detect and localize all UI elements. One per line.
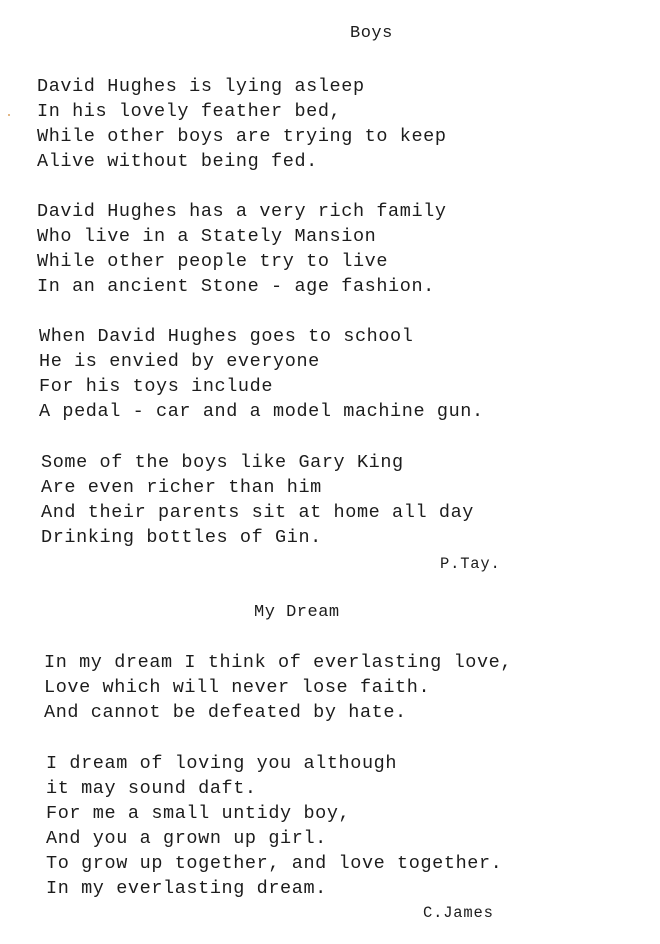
poem-line: He is envied by everyone [39,351,320,372]
poem-line: David Hughes has a very rich family [37,201,447,222]
poem-line: Who live in a Stately Mansion [37,226,377,247]
poem-line: I dream of loving you although [46,753,398,774]
ink-speck [8,114,10,116]
poem-line: While other boys are trying to keep [37,126,447,147]
poem-title-boys: Boys [350,24,393,43]
poem-line: it may sound daft. [46,778,257,799]
poem-author-my-dream: C.James [423,904,494,922]
poem-line: Love which will never lose faith. [44,677,431,698]
poem-line: And cannot be defeated by hate. [44,702,407,723]
poem-line: Drinking bottles of Gin. [41,527,322,548]
poem-line: In my everlasting dream. [46,878,327,899]
poem-line: In an ancient Stone - age fashion. [37,276,435,297]
poem-line: To grow up together, and love together. [46,853,503,874]
poem-title-my-dream: My Dream [254,603,340,622]
poem-line: For me a small untidy boy, [46,803,351,824]
poem-line: Are even richer than him [41,477,322,498]
poem-line: Alive without being fed. [37,151,318,172]
poem-line: A pedal - car and a model machine gun. [39,401,484,422]
poem-line: In my dream I think of everlasting love, [44,652,513,673]
poem-line: While other people try to live [37,251,389,272]
poem-line: And their parents sit at home all day [41,502,474,523]
poem-line: For his toys include [39,376,274,397]
poem-line: David Hughes is lying asleep [37,76,365,97]
poem-line: And you a grown up girl. [46,828,327,849]
poem-author-boys: P.Tay. [440,555,501,573]
poem-line: Some of the boys like Gary King [41,452,404,473]
poem-line: When David Hughes goes to school [39,326,414,347]
poem-line: In his lovely feather bed, [37,101,342,122]
